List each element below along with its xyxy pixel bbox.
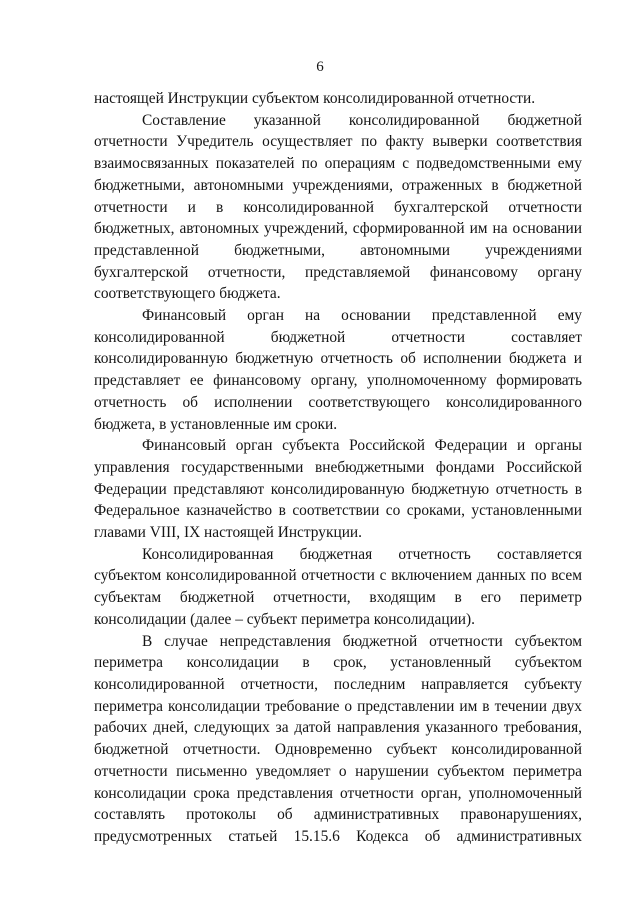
- paragraph-consolidation-perimeter: Консолидированная бюджетная отчетность составляется субъектом консолидированной отчетности с включением данных по всем субъектам бюджетной отчетности, входящим в его периметр консолидации (далее – субъект периметра консолидации).: [94, 545, 582, 628]
- document-body: [94, 88, 582, 848]
- paragraph-compilation-by-founder: Составление указанной консолидированной бюджетной отчетности Учредитель осуществляет по факту выверки соответствия взаимосвязанных показателей по операциям с подведомственными ему бюджетными, автономными учреждениями, отраженных в бюджетной отчетности и в консолидированной бухгалтерской отчетности бюджетных, автономных учреждений, сформированной им на основании представленной бюджетными, автономными учреждениями бухгалтерской отчетности, представляемой финансовому органу соответствующего бюджета.: [94, 111, 582, 303]
- paragraph-financial-body: Финансовый орган на основании представленной ему консолидированной бюджетной отчетности составляет консолидированную бюджетную отчетность об исполнении бюджета и представляет ее финансовому органу, уполномоченному формировать отчетность об исполнении соответствующего консолидированного бюджета, в установленные им сроки.: [94, 307, 582, 433]
- paragraph-continuation: настоящей Инструкции субъектом консолидированной отчетности.: [94, 90, 536, 107]
- paragraph-non-submission: В случае непредставления бюджетной отчетности субъектом периметра консолидации в срок, установленный субъектом консолидированной отчетности, последним направляется субъекту периметра консолидации требование о представлении им в течении двух рабочих дней, следующих за датой направления указанного требования, бюджетной отчетности. Одновременно субъект консолидированной отчетности письменно уведомляет о нарушении субъектом периметра консолидации срока представления отчетности орган, уполномоченный составлять протоколы об административных правонарушениях, предусмотренных статьей 15.15.6 Кодекса об административных: [94, 632, 582, 845]
- page-number: 6: [316, 59, 324, 75]
- paragraph-federal-treasury: Финансовый орган субъекта Российской Федерации и органы управления государственными внебюджетными фондами Российской Федерации представляют консолидированную бюджетную отчетность в Федеральное казначейство в соответствии со сроками, установленными главами VIII, IX настоящей Инструкции.: [94, 437, 582, 542]
